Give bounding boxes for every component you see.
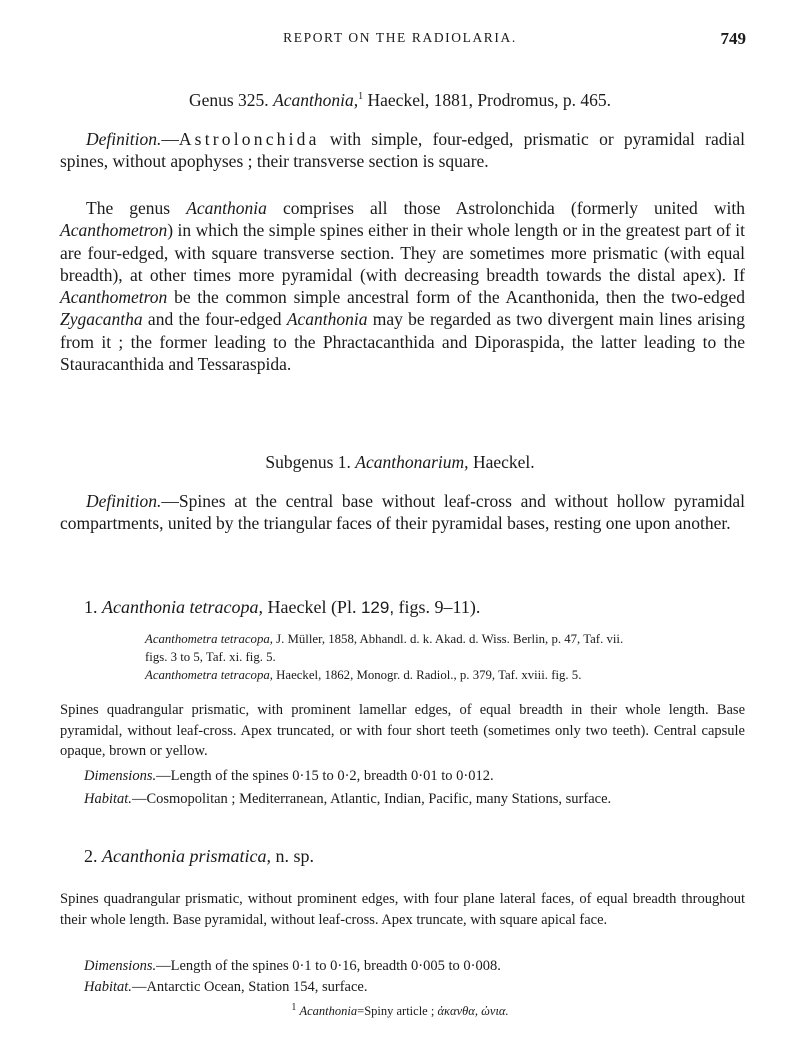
species-1-habitat: Habitat.—Cosmopolitan ; Mediterranean, Atlantic, Indian, Pacific, many Stations, surface.: [84, 791, 612, 807]
footnote-greek: ἀκανθα, ὠνια.: [437, 1004, 509, 1019]
species-1-dimensions: Dimensions.—Length of the spines 0·15 to 0·2, breadth 0·01 to 0·012.: [84, 768, 494, 784]
plate-number: 129,: [360, 598, 395, 617]
species-2-habitat: Habitat.—Antarctic Ocean, Station 154, surface.: [84, 979, 368, 995]
definition-spaced-term: Astrolonchida: [178, 129, 320, 149]
genus-authority: Haeckel, 1881, Prodromus, p. 465.: [367, 90, 612, 110]
definition-label: Definition.: [86, 491, 162, 511]
species-2-name: Acanthonia prismatica,: [102, 846, 271, 866]
genus-heading: [0, 90, 800, 111]
running-title: REPORT ON THE RADIOLARIA.: [283, 30, 517, 45]
subgenus-definition: Definition.—Spines at the central base without leaf-cross and without hollow pyramidal compartments, united by the triangular faces of their pyramidal bases, resting one upon another.: [60, 491, 745, 534]
definition-text: with simple, four-edged, prismatic or pyramidal radial spines, without apophyses ; their transverse section is square.: [60, 129, 745, 172]
species-1-name: Acanthonia tetracopa,: [102, 597, 263, 617]
genus-definition: Definition.—Astrolonchida with simple, four-edged, prismatic or pyramidal radial spines, without apophyses ; their transverse section is square.: [60, 129, 745, 172]
species-1-synonymy: Acanthometra tetracopa, J. Müller, 1858, Abhandl. d. k. Akad. d. Wiss. Berlin, p. 47, Taf. vii. figs. 3 to 5, Taf. xi. fig. 5. Acanthometra tetracopa, Haeckel, 1862, Monogr. d. Radiol., p. 379, Taf. xviii. fig. 5.: [145, 632, 624, 682]
genus-name: Acanthonia,: [273, 90, 359, 110]
subgenus-heading: Subgenus 1. Acanthonarium, Haeckel.: [265, 452, 535, 472]
species-1-heading: 1. Acanthonia tetracopa, Haeckel (Pl. 129, figs. 9–11).: [84, 597, 481, 617]
species-1-description: Spines quadrangular prismatic, with prominent lamellar edges, of equal breadth in their whole length. Base pyramidal, without leaf-cross. Apex truncated, or with four short teeth (sometimes only two teeth). Central capsule opaque, brown or yellow.: [60, 702, 745, 759]
footnote-marker: 1: [358, 91, 364, 103]
species-2-heading: 2. Acanthonia prismatica, n. sp.: [84, 846, 315, 866]
definition-label: Definition.: [86, 129, 162, 149]
species-2-description: Spines quadrangular prismatic, without prominent edges, with four plane lateral faces, of equal breadth throughout their whole length. Base pyramidal, without leaf-cross. Apex truncate, with square apical face.: [60, 891, 745, 928]
species-2-dimensions: Dimensions.—Length of the spines 0·1 to 0·16, breadth 0·005 to 0·008.: [84, 958, 501, 974]
subgenus-name: Acanthonarium,: [355, 452, 469, 472]
footnote: $^1$ Acanthonia=Spiny article ; ἀκανθα, ὠνια.: [291, 1002, 509, 1019]
genus-description: The genus Acanthonia comprises all those Astrolonchida (formerly united with Acanthometron) in which the simple spines either in their whole length or in the greatest part of it are four-edged, with square transverse section. They are sometimes more prismatic (with equal breadth), at other times more pyramidal (with decreasing breadth towards the distal apex). If Acanthometron be the common simple ancestral form of the Acanthonida, then the two-edged Zygacantha and the four-edged Acanthonia may be regarded as two divergent main lines arising from it ; the former leading to the Phractacanthida and Diporaspida, the latter leading to the Stauracanthida and Tessaraspida.: [60, 198, 746, 375]
page-number: 749: [720, 29, 746, 48]
genus-number: Genus 325.: [188, 90, 269, 110]
